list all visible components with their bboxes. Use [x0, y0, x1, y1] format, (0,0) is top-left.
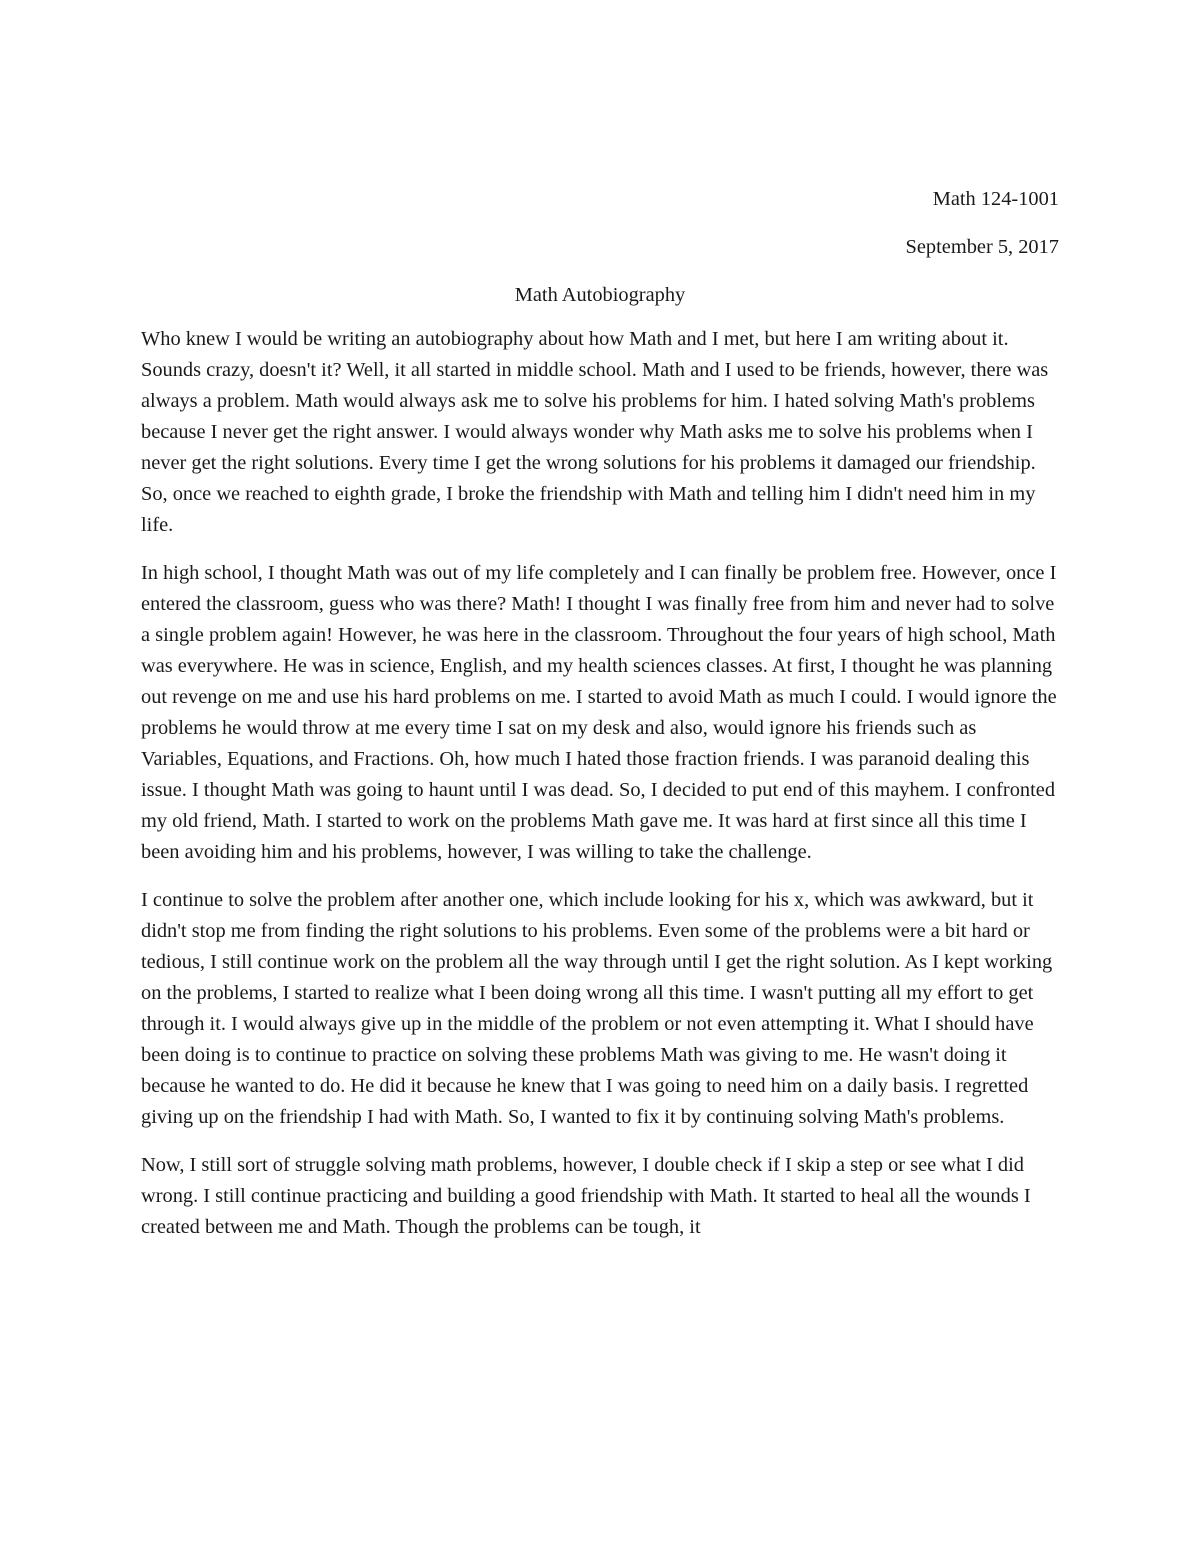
- paragraph-2: In high school, I thought Math was out of my life completely and I can finally be problem free. However, once I entered the classroom, guess who was there? Math! I thought I was finally free from him and never had to solve a single problem again! However, he was here in the classroom. Throughout the four years of high school, Math was everywhere. He was in science, English, and my health sciences classes. At first, I thought he was planning out revenge on me and use his hard problems on me. I started to avoid Math as much I could. I would ignore the problems he would throw at me every time I sat on my desk and also, would ignore his friends such as Variables, Equations, and Fractions. Oh, how much I hated those fraction friends. I was paranoid dealing this issue. I thought Math was going to haunt until I was dead. So, I decided to put end of this mayhem. I confronted my old friend, Math. I started to work on the problems Math gave me. It was hard at first since all this time I been avoiding him and his problems, however, I was willing to take the challenge.: [141, 562, 1057, 863]
- paragraph-3: I continue to solve the problem after another one, which include looking for his x, which was awkward, but it didn't stop me from finding the right solutions to his problems. Even some of the problems were a bit hard or tedious, I still continue work on the problem all the way through until I get the right solution. As I kept working on the problems, I started to realize what I been doing wrong all this time. I wasn't putting all my effort to get through it. I would always give up in the middle of the problem or not even attempting it. What I should have been doing is to continue to practice on solving these problems Math was giving to me. He wasn't doing it because he wanted to do. He did it because he knew that I was going to need him on a daily basis. I regretted giving up on the friendship I had with Math. So, I wanted to fix it by continuing solving Math's problems.: [141, 889, 1053, 1128]
- paragraph-4: Now, I still sort of struggle solving math problems, however, I double check if I skip a step or see what I did wrong. I still continue practicing and building a good friendship with Math. It started to heal all the wounds I created between me and Math. Though the problems can be tough, it: [141, 1154, 1031, 1238]
- document-title: Math Autobiography: [514, 284, 686, 306]
- document-body: [141, 184, 1059, 1243]
- date-label: September 5, 2017: [905, 236, 1059, 258]
- paragraph-1: Who knew I would be writing an autobiography about how Math and I met, but here I am writing about it. Sounds crazy, doesn't it? Well, it all started in middle school. Math and I used to be friends, however, there was always a problem. Math would always ask me to solve his problems for him. I hated solving Math's problems because I never get the right answer. I would always wonder why Math asks me to solve his problems when I never get the right solutions. Every time I get the wrong solutions for his problems it damaged our friendship. So, once we reached to eighth grade, I broke the friendship with Math and telling him I didn't need him in my life.: [141, 328, 1049, 536]
- course-label: Math 124-1001: [932, 188, 1059, 210]
